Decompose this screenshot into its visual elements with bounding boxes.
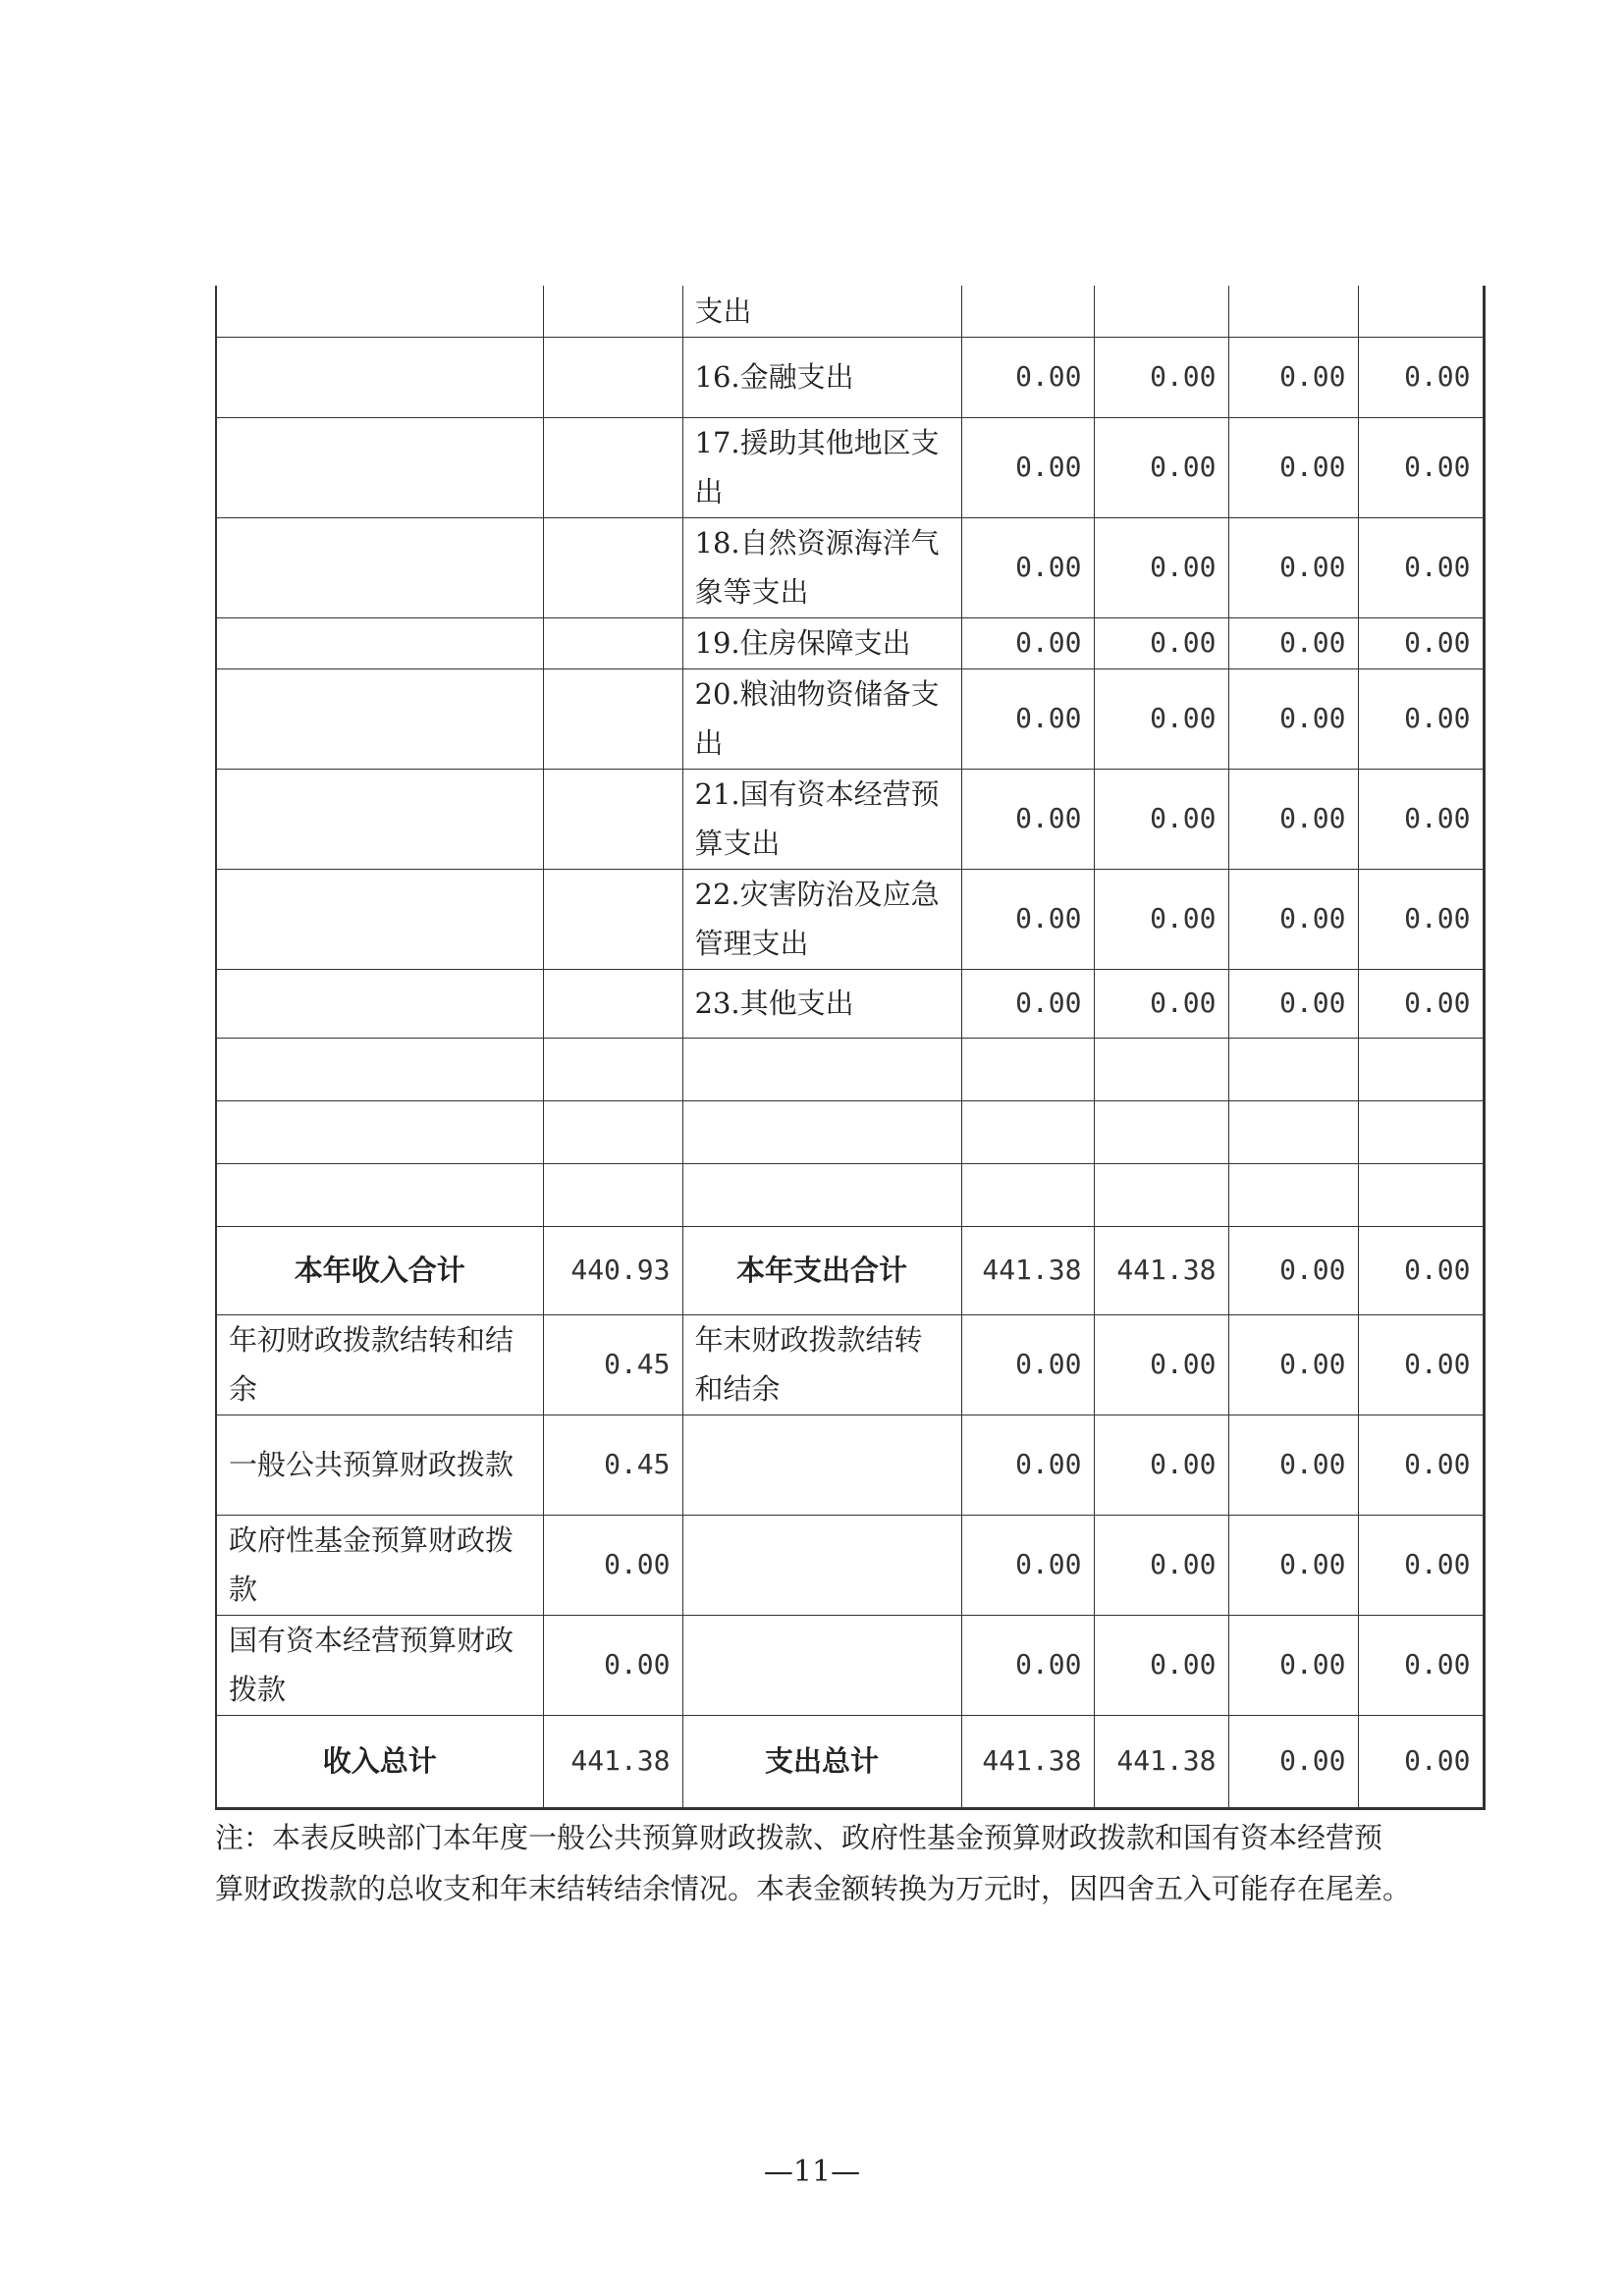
fund-budget-cell: 0.00 bbox=[1228, 1314, 1358, 1415]
fund-budget-cell: 0.00 bbox=[1228, 1226, 1358, 1314]
expense-item-cell: 21.国有资本经营预算支出 bbox=[682, 769, 961, 869]
total-cell: 0.00 bbox=[961, 1515, 1094, 1615]
state-capital-cell bbox=[1358, 286, 1484, 337]
empty-cell bbox=[682, 1163, 961, 1226]
expense-item-cell: 年末财政拨款结转和结余 bbox=[682, 1314, 961, 1415]
empty-cell bbox=[1358, 1163, 1484, 1226]
empty-cell bbox=[1228, 1038, 1358, 1100]
state-capital-cell: 0.00 bbox=[1358, 869, 1484, 969]
income-item-cell bbox=[216, 769, 543, 869]
state-capital-cell: 0.00 bbox=[1358, 668, 1484, 769]
empty-cell bbox=[961, 1038, 1094, 1100]
empty-cell bbox=[543, 1163, 682, 1226]
total-cell: 0.00 bbox=[961, 1314, 1094, 1415]
income-total-amount: 440.93 bbox=[543, 1226, 682, 1314]
total-cell bbox=[961, 286, 1094, 337]
general-budget-cell: 0.00 bbox=[1094, 969, 1228, 1038]
total-cell: 0.00 bbox=[961, 517, 1094, 617]
empty-cell bbox=[961, 1100, 1094, 1163]
fund-budget-cell: 0.00 bbox=[1228, 869, 1358, 969]
expense-item-cell: 支出 bbox=[682, 286, 961, 337]
income-item-cell bbox=[216, 668, 543, 769]
empty-cell bbox=[543, 1100, 682, 1163]
total-cell: 0.00 bbox=[961, 337, 1094, 417]
income-amount-cell: 0.45 bbox=[543, 1415, 682, 1515]
income-item-cell bbox=[216, 617, 543, 668]
income-amount-cell bbox=[543, 286, 682, 337]
fund-budget-cell bbox=[1228, 286, 1358, 337]
fund-budget-cell: 0.00 bbox=[1228, 1715, 1358, 1808]
expense-item-cell bbox=[682, 1615, 961, 1715]
table-row bbox=[216, 417, 1484, 517]
state-capital-cell: 0.00 bbox=[1358, 1715, 1484, 1808]
income-amount-cell bbox=[543, 417, 682, 517]
expense-item-cell: 16.金融支出 bbox=[682, 337, 961, 417]
income-amount-cell bbox=[543, 337, 682, 417]
table-row-empty bbox=[216, 1038, 1484, 1100]
income-amount-cell bbox=[543, 869, 682, 969]
empty-cell bbox=[1228, 1163, 1358, 1226]
page-number: —11— bbox=[763, 2155, 861, 2189]
income-amount-cell: 0.00 bbox=[543, 1615, 682, 1715]
table-row bbox=[216, 1415, 1484, 1515]
table-row bbox=[216, 668, 1484, 769]
income-item-cell bbox=[216, 286, 543, 337]
income-amount-cell bbox=[543, 668, 682, 769]
income-item-cell: 国有资本经营预算财政拨款 bbox=[216, 1615, 543, 1715]
expense-item-cell: 18.自然资源海洋气象等支出 bbox=[682, 517, 961, 617]
income-grand-total-label: 收入总计 bbox=[216, 1715, 543, 1808]
general-budget-cell: 0.00 bbox=[1094, 769, 1228, 869]
total-cell: 441.38 bbox=[961, 1715, 1094, 1808]
table-row-empty bbox=[216, 1163, 1484, 1226]
income-item-cell: 一般公共预算财政拨款 bbox=[216, 1415, 543, 1515]
fund-budget-cell: 0.00 bbox=[1228, 337, 1358, 417]
general-budget-cell: 0.00 bbox=[1094, 337, 1228, 417]
general-budget-cell: 441.38 bbox=[1094, 1715, 1228, 1808]
state-capital-cell: 0.00 bbox=[1358, 1515, 1484, 1615]
table-row bbox=[216, 617, 1484, 668]
fund-budget-cell: 0.00 bbox=[1228, 417, 1358, 517]
empty-cell bbox=[1094, 1163, 1228, 1226]
income-total-label: 本年收入合计 bbox=[216, 1226, 543, 1314]
income-grand-total-amount: 441.38 bbox=[543, 1715, 682, 1808]
income-item-cell bbox=[216, 969, 543, 1038]
empty-cell bbox=[216, 1163, 543, 1226]
budget-table bbox=[215, 286, 1486, 1810]
income-item-cell bbox=[216, 869, 543, 969]
general-budget-cell: 0.00 bbox=[1094, 417, 1228, 517]
fund-budget-cell: 0.00 bbox=[1228, 668, 1358, 769]
state-capital-cell: 0.00 bbox=[1358, 1415, 1484, 1515]
fund-budget-cell: 0.00 bbox=[1228, 617, 1358, 668]
expense-item-cell: 23.其他支出 bbox=[682, 969, 961, 1038]
table-row bbox=[216, 769, 1484, 869]
fund-budget-cell: 0.00 bbox=[1228, 769, 1358, 869]
income-amount-cell bbox=[543, 517, 682, 617]
state-capital-cell: 0.00 bbox=[1358, 769, 1484, 869]
state-capital-cell: 0.00 bbox=[1358, 969, 1484, 1038]
table-row bbox=[216, 1515, 1484, 1615]
table-note bbox=[215, 1812, 1491, 1914]
total-cell: 0.00 bbox=[961, 417, 1094, 517]
table-row bbox=[216, 1615, 1484, 1715]
fund-budget-cell: 0.00 bbox=[1228, 517, 1358, 617]
expense-item-cell: 20.粮油物资储备支出 bbox=[682, 668, 961, 769]
state-capital-cell: 0.00 bbox=[1358, 517, 1484, 617]
grand-total-row bbox=[216, 1715, 1484, 1808]
expense-grand-total-label: 支出总计 bbox=[682, 1715, 961, 1808]
note-line-1: 注：本表反映部门本年度一般公共预算财政拨款、政府性基金预算财政拨款和国有资本经营预 bbox=[215, 1821, 1383, 1854]
expense-item-cell: 22.灾害防治及应急管理支出 bbox=[682, 869, 961, 969]
total-cell: 0.00 bbox=[961, 1415, 1094, 1515]
note-line-2: 算财政拨款的总收支和年末结转结余情况。本表金额转换为万元时，因四舍五入可能存在尾差。 bbox=[215, 1872, 1412, 1905]
income-item-cell bbox=[216, 337, 543, 417]
income-amount-cell: 0.00 bbox=[543, 1515, 682, 1615]
empty-cell bbox=[682, 1100, 961, 1163]
expense-item-cell bbox=[682, 1515, 961, 1615]
state-capital-cell: 0.00 bbox=[1358, 617, 1484, 668]
income-amount-cell: 0.45 bbox=[543, 1314, 682, 1415]
income-item-cell bbox=[216, 417, 543, 517]
total-cell: 0.00 bbox=[961, 1615, 1094, 1715]
total-cell: 0.00 bbox=[961, 969, 1094, 1038]
expense-total-label: 本年支出合计 bbox=[682, 1226, 961, 1314]
fund-budget-cell: 0.00 bbox=[1228, 1415, 1358, 1515]
state-capital-cell: 0.00 bbox=[1358, 1226, 1484, 1314]
total-cell: 441.38 bbox=[961, 1226, 1094, 1314]
total-cell: 0.00 bbox=[961, 769, 1094, 869]
income-amount-cell bbox=[543, 617, 682, 668]
state-capital-cell: 0.00 bbox=[1358, 1314, 1484, 1415]
total-cell: 0.00 bbox=[961, 869, 1094, 969]
empty-cell bbox=[1228, 1100, 1358, 1163]
empty-cell bbox=[1094, 1038, 1228, 1100]
general-budget-cell: 0.00 bbox=[1094, 1615, 1228, 1715]
table-row-empty bbox=[216, 1100, 1484, 1163]
general-budget-cell: 0.00 bbox=[1094, 617, 1228, 668]
general-budget-cell: 0.00 bbox=[1094, 1314, 1228, 1415]
table-row bbox=[216, 869, 1484, 969]
state-capital-cell: 0.00 bbox=[1358, 337, 1484, 417]
table-row bbox=[216, 969, 1484, 1038]
income-amount-cell bbox=[543, 769, 682, 869]
table-row bbox=[216, 1314, 1484, 1415]
empty-cell bbox=[961, 1163, 1094, 1226]
income-item-cell: 年初财政拨款结转和结余 bbox=[216, 1314, 543, 1415]
general-budget-cell: 0.00 bbox=[1094, 1415, 1228, 1515]
general-budget-cell: 0.00 bbox=[1094, 517, 1228, 617]
expense-item-cell: 19.住房保障支出 bbox=[682, 617, 961, 668]
general-budget-cell: 0.00 bbox=[1094, 869, 1228, 969]
budget-table-container bbox=[215, 286, 1483, 1810]
fund-budget-cell: 0.00 bbox=[1228, 1515, 1358, 1615]
state-capital-cell: 0.00 bbox=[1358, 417, 1484, 517]
income-item-cell bbox=[216, 517, 543, 617]
income-amount-cell bbox=[543, 969, 682, 1038]
state-capital-cell: 0.00 bbox=[1358, 1615, 1484, 1715]
table-row bbox=[216, 337, 1484, 417]
fund-budget-cell: 0.00 bbox=[1228, 1615, 1358, 1715]
fund-budget-cell: 0.00 bbox=[1228, 969, 1358, 1038]
annual-total-row bbox=[216, 1226, 1484, 1314]
empty-cell bbox=[682, 1038, 961, 1100]
empty-cell bbox=[543, 1038, 682, 1100]
general-budget-cell: 0.00 bbox=[1094, 1515, 1228, 1615]
income-item-cell: 政府性基金预算财政拨款 bbox=[216, 1515, 543, 1615]
total-cell: 0.00 bbox=[961, 668, 1094, 769]
expense-item-cell: 17.援助其他地区支出 bbox=[682, 417, 961, 517]
empty-cell bbox=[1358, 1038, 1484, 1100]
total-cell: 0.00 bbox=[961, 617, 1094, 668]
empty-cell bbox=[1094, 1100, 1228, 1163]
table-row bbox=[216, 286, 1484, 337]
table-row bbox=[216, 517, 1484, 617]
general-budget-cell bbox=[1094, 286, 1228, 337]
empty-cell bbox=[216, 1100, 543, 1163]
general-budget-cell: 441.38 bbox=[1094, 1226, 1228, 1314]
expense-item-cell bbox=[682, 1415, 961, 1515]
empty-cell bbox=[216, 1038, 543, 1100]
general-budget-cell: 0.00 bbox=[1094, 668, 1228, 769]
empty-cell bbox=[1358, 1100, 1484, 1163]
